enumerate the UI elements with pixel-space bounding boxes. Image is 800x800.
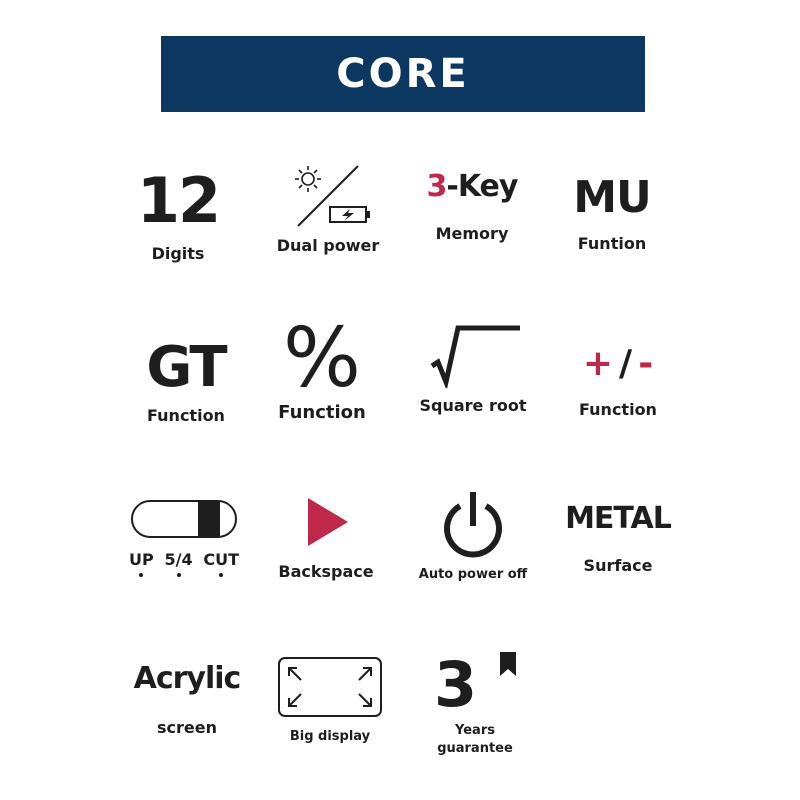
- feature-plus-minus: [558, 343, 678, 419]
- feature-big-display: [270, 656, 390, 746]
- digits-label: Digits: [151, 244, 205, 263]
- feature-digits: [128, 164, 228, 263]
- feature-metal: [556, 501, 680, 575]
- rounding-option-up: UP: [129, 550, 154, 577]
- minus-sign: -: [638, 343, 654, 384]
- option-dot: [177, 573, 181, 577]
- metal-label: Surface: [583, 556, 653, 575]
- guarantee-label-line1: Years: [455, 723, 495, 738]
- feature-dual-power: [268, 160, 388, 255]
- square-root-icon: [418, 322, 528, 388]
- feature-acrylic: [122, 661, 252, 737]
- feature-auto-power-off: [408, 488, 538, 584]
- dual-power-icon: [278, 160, 378, 232]
- mu-label: Funtion: [577, 234, 647, 253]
- plus-sign: +: [582, 343, 614, 384]
- percent-label: Function: [278, 402, 366, 423]
- gt-label: Function: [147, 406, 225, 425]
- feature-guarantee: [420, 650, 530, 758]
- battery-icon: [330, 207, 370, 222]
- feature-square-root: [408, 322, 538, 415]
- memory-suffix: -Key: [446, 169, 518, 204]
- slash-sign: /: [619, 343, 633, 384]
- metal-value: METAL: [565, 501, 671, 536]
- option-dot: [139, 573, 143, 577]
- feature-rounding-switch: [124, 498, 244, 577]
- slider-switch-icon: [128, 498, 240, 540]
- memory-label: Memory: [435, 224, 509, 243]
- percent-value: %: [283, 311, 361, 406]
- gt-value: GT: [146, 335, 226, 400]
- sun-icon: [295, 166, 321, 192]
- square-root-label: Square root: [419, 396, 527, 415]
- feature-backspace: [266, 494, 386, 581]
- backspace-label: Backspace: [278, 562, 374, 581]
- bookmark-icon: [498, 652, 518, 676]
- rounding-option-cut: CUT: [203, 550, 239, 577]
- feature-memory: [412, 169, 532, 243]
- guarantee-label-line2: guarantee: [437, 741, 513, 756]
- big-display-label: Big display: [289, 729, 371, 744]
- expand-arrows-icon: [275, 656, 385, 718]
- acrylic-label: screen: [157, 718, 217, 737]
- option-dot: [219, 573, 223, 577]
- plus-minus-label: Function: [579, 400, 657, 419]
- rounding-options: [129, 550, 239, 577]
- auto-power-off-label: Auto power off: [418, 567, 528, 582]
- play-triangle-icon: [296, 494, 356, 550]
- dual-power-label: Dual power: [276, 236, 380, 255]
- rounding-option-54: 5/4: [164, 550, 192, 577]
- memory-number: 3: [426, 169, 447, 204]
- header-banner: [161, 36, 645, 112]
- guarantee-mark: [420, 648, 530, 721]
- feature-gt: [126, 335, 246, 425]
- acrylic-value: Acrylic: [133, 661, 241, 696]
- page-title: CORE: [336, 51, 470, 97]
- feature-percent: [262, 311, 382, 423]
- guarantee-value: 3: [434, 648, 476, 721]
- feature-mu: [552, 172, 672, 253]
- plus-minus-value: [558, 343, 678, 384]
- memory-value: [412, 169, 532, 204]
- power-icon: [438, 488, 508, 560]
- mu-value: MU: [573, 172, 651, 223]
- digits-value: 12: [136, 164, 220, 237]
